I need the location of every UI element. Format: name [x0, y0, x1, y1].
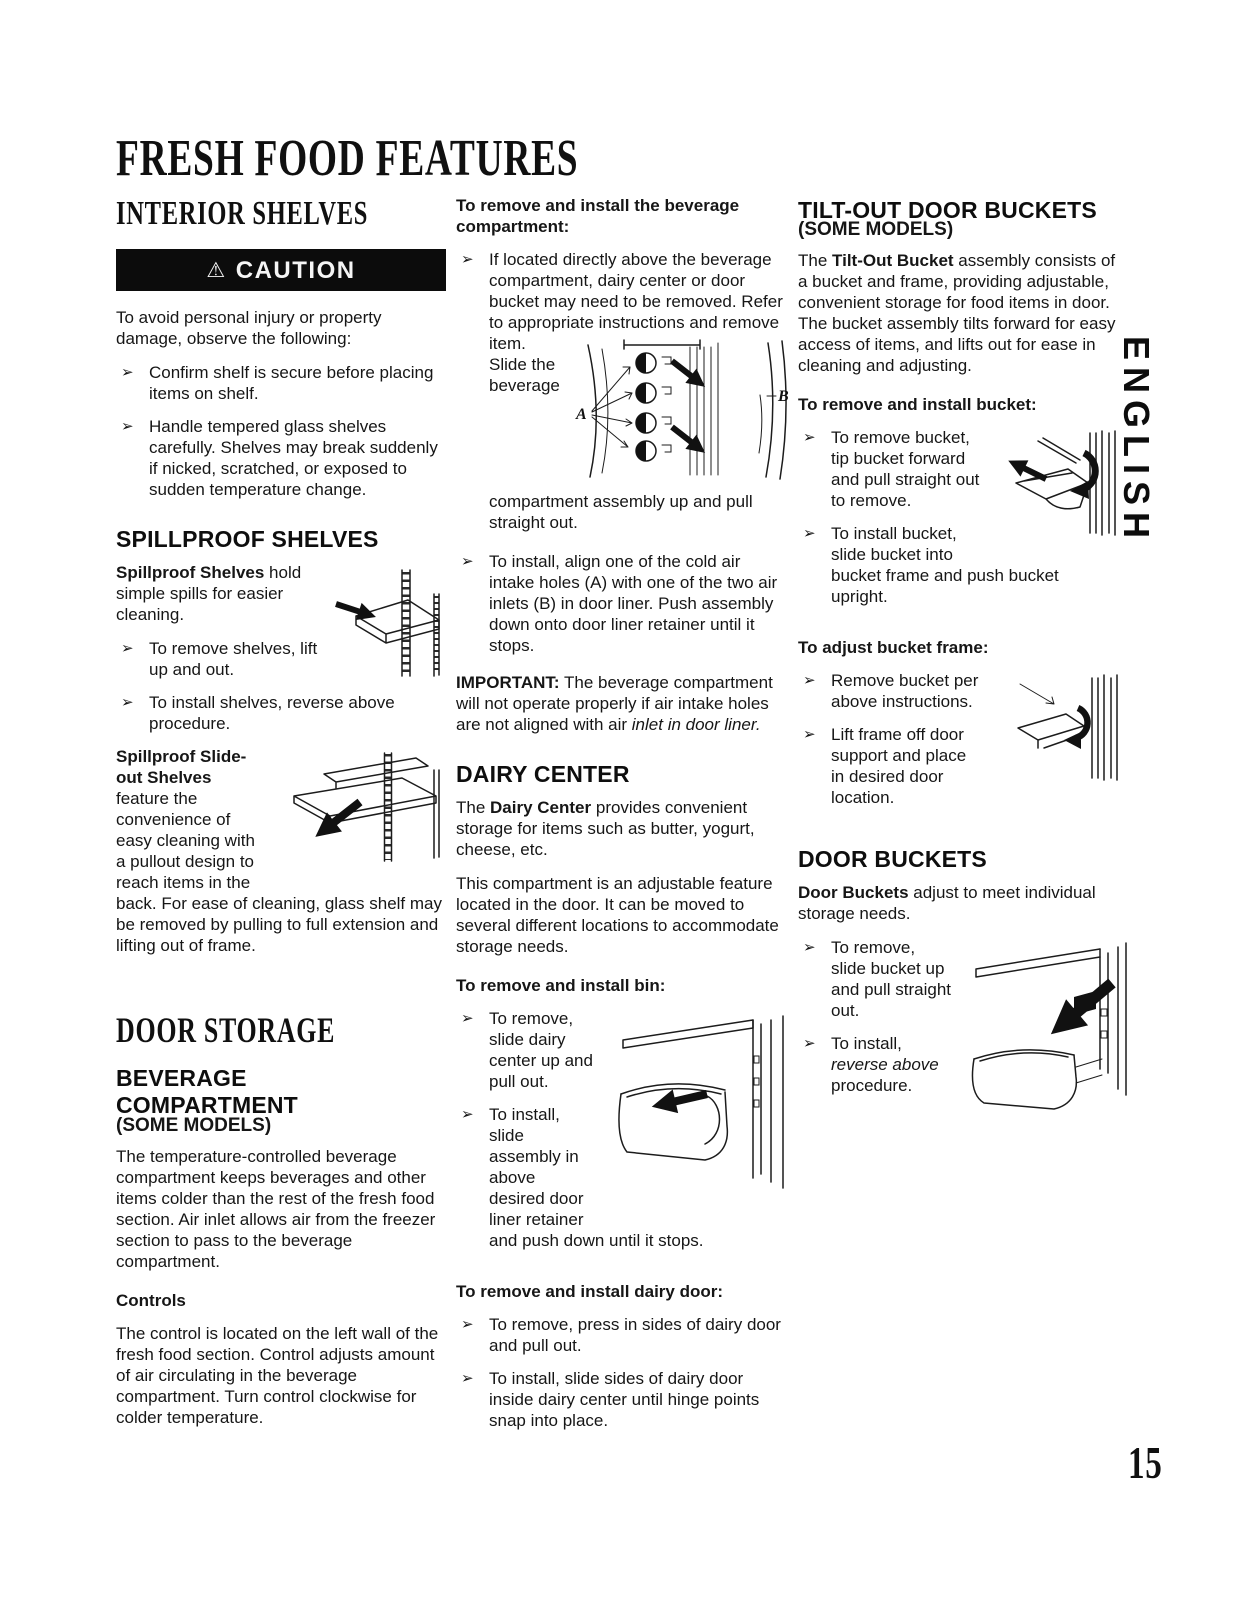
list-item	[116, 638, 446, 680]
interior-shelves-heading: INTERIOR SHELVES	[116, 195, 369, 232]
important-label: IMPORTANT:	[456, 673, 560, 692]
beverage-procedure-list	[456, 249, 789, 656]
list-item	[456, 1008, 786, 1092]
arrow-bullet-icon: ➢	[803, 1035, 816, 1052]
list-item	[798, 937, 1120, 1021]
arrow-bullet-icon: ➢	[121, 364, 134, 381]
arrow-bullet-icon: ➢	[461, 1106, 474, 1123]
list-item	[116, 362, 446, 404]
caution-label: CAUTION	[235, 256, 356, 284]
dairy-door-procedure-heading: To remove and install dairy door:	[456, 1282, 724, 1301]
bin-procedure-heading: To remove and install bin:	[456, 976, 666, 995]
bullet-text: procedure.	[831, 1076, 913, 1095]
figure-label-b: B	[778, 388, 789, 405]
bullet-text: Slide the beverage compartment assembly up and pull straight out.	[489, 355, 753, 532]
page-title: FRESH FOOD FEATURES	[116, 129, 579, 187]
door-buckets-paragraph	[798, 882, 1120, 924]
slideout-lead: Spillproof Slide-out Shelves	[116, 747, 247, 787]
list-item	[456, 1368, 786, 1431]
bullet-text: To remove, press in sides of dairy door and pull out.	[489, 1315, 781, 1355]
arrow-bullet-icon: ➢	[461, 1010, 474, 1027]
list-item	[116, 692, 446, 734]
tilt-out-lead: Tilt-Out Bucket	[832, 251, 954, 270]
tilt-out-rest: assembly consists of a bucket and frame, providing adjustable, convenient storage for food items in door. The bucket assembly tilts forward for easy access of items, and lifts out for ease in cleaning and adjusting.	[798, 251, 1116, 375]
frame-procedure-heading: To adjust bucket frame:	[798, 638, 989, 657]
list-item	[798, 724, 1120, 808]
arrow-bullet-icon: ➢	[803, 672, 816, 689]
bullet-text: If located directly above the beverage compartment, dairy center or door bucket may need to be removed. Refer to appropriate instructions and remove item.	[489, 250, 783, 353]
arrow-bullet-icon: ➢	[803, 525, 816, 542]
tilt-out-models-note: (SOME MODELS)	[798, 219, 954, 240]
dairy-center-heading: DAIRY CENTER	[456, 761, 630, 787]
beverage-compartment-heading: BEVERAGE COMPARTMENT	[116, 1065, 298, 1118]
arrow-bullet-icon: ➢	[803, 726, 816, 743]
list-item	[456, 249, 789, 533]
dairy-lead: Dairy Center	[490, 798, 592, 817]
list-item	[456, 1314, 786, 1356]
door-storage-heading: DOOR STORAGE	[116, 1010, 336, 1050]
bullet-text: Lift frame off door support and place in desired door location.	[831, 725, 967, 807]
spillproof-shelves-heading: SPILLPROOF SHELVES	[116, 526, 379, 552]
controls-heading: Controls	[116, 1291, 186, 1310]
slideout-rest: feature the convenience of easy cleaning with a pullout design to reach items in the back. For ease of cleaning, glass shelf may be removed by pulling to full extension and lifting out of frame.	[116, 789, 442, 955]
door-buckets-rest: adjust to meet individual storage needs.	[798, 883, 1096, 923]
arrow-bullet-icon: ➢	[461, 1316, 474, 1333]
list-item	[798, 427, 1120, 511]
dairy-paragraph-1	[456, 797, 786, 860]
bullet-text: Remove bucket per above instructions.	[831, 671, 979, 711]
spillproof-rest: hold simple spills for easier cleaning.	[116, 563, 302, 624]
bullet-text: To install, slide sides of dairy door inside dairy center until hinge points snap into place.	[489, 1369, 760, 1430]
page-number: 15	[1128, 1437, 1163, 1488]
important-note	[456, 672, 786, 735]
caution-bullet-list	[116, 362, 446, 500]
language-tab: ENGLISH	[1116, 336, 1157, 546]
bullet-text: To remove, slide bucket up and pull straight out.	[831, 938, 952, 1020]
bullet-text-italic: reverse above	[831, 1055, 939, 1074]
door-buckets-list	[798, 937, 1120, 1096]
beverage-paragraph: The temperature-controlled beverage compartment keeps beverages and other items colder than the rest of the fresh food section. Air inlet allows air from the freezer section to pass to the beverage compartment.	[116, 1147, 436, 1271]
frame-procedure-list	[798, 670, 1120, 808]
spillproof-paragraph	[116, 562, 446, 625]
door-buckets-heading: DOOR BUCKETS	[798, 846, 987, 872]
controls-paragraph: The control is located on the left wall of the fresh food section. Control adjusts amount of air circulating in the beverage compartment. Turn control clockwise for colder temperature.	[116, 1324, 439, 1427]
tilt-p1-pre: The	[798, 251, 833, 270]
arrow-bullet-icon: ➢	[803, 429, 816, 446]
warning-icon: ⚠	[206, 258, 227, 282]
list-item	[798, 1033, 1120, 1096]
beverage-models-note: (SOME MODELS)	[116, 1115, 272, 1136]
arrow-bullet-icon: ➢	[461, 553, 474, 570]
list-item	[456, 1104, 786, 1251]
list-item	[798, 523, 1120, 607]
spillproof-bullet-list	[116, 638, 446, 734]
dairy-paragraph-2: This compartment is an adjustable feature located in the door. It can be moved to several different locations to accommodate storage needs.	[456, 874, 779, 956]
beverage-procedure-heading: To remove and install the beverage compartment:	[456, 196, 740, 236]
arrow-bullet-icon: ➢	[461, 251, 474, 268]
bullet-text: Confirm shelf is secure before placing items on shelf.	[149, 363, 434, 403]
bullet-text: Handle tempered glass shelves carefully. Shelves may break suddenly if nicked, scratched, or exposed to sudden temperature change.	[149, 417, 438, 499]
bucket-procedure-list	[798, 427, 1120, 607]
tilt-out-heading: TILT-OUT DOOR BUCKETS	[798, 197, 1097, 223]
column-left	[116, 195, 446, 1441]
arrow-bullet-icon: ➢	[803, 939, 816, 956]
bullet-text: To install, align one of the cold air intake holes (A) with one of the two air inlets (B) in door liner. Push assembly down onto door liner retainer until it stops.	[489, 552, 778, 655]
bin-procedure-list	[456, 1008, 786, 1251]
important-text-italic: inlet in door liner.	[631, 715, 761, 734]
list-item	[456, 545, 786, 656]
arrow-bullet-icon: ➢	[461, 1370, 474, 1387]
dairy-door-list	[456, 1314, 786, 1431]
door-buckets-lead: Door Buckets	[798, 883, 909, 902]
arrow-bullet-icon: ➢	[121, 694, 134, 711]
figure-label-a: A	[576, 406, 587, 423]
bullet-text: To install, slide assembly in above desired door liner retainer and push down until it stops.	[489, 1105, 704, 1250]
caution-intro: To avoid personal injury or property damage, observe the following:	[116, 308, 382, 348]
bucket-procedure-heading: To remove and install bucket:	[798, 395, 1037, 414]
slideout-shelf-illustration	[268, 748, 446, 868]
dairy-p1-pre: The	[456, 798, 491, 817]
column-right	[798, 195, 1120, 1125]
bullet-text: To remove shelves, lift up and out.	[149, 639, 318, 679]
column-middle	[456, 195, 789, 1443]
bullet-text: To remove, slide dairy center up and pull out.	[489, 1009, 593, 1091]
bullet-text: To install bucket, slide bucket into bucket frame and push bucket upright.	[831, 524, 1059, 606]
bullet-text: To install shelves, reverse above procedure.	[149, 693, 395, 733]
slideout-paragraph	[116, 746, 446, 956]
dairy-rest: provides convenient storage for items such as butter, yogurt, cheese, etc.	[456, 798, 755, 859]
beverage-compartment-illustration	[572, 335, 794, 485]
arrow-bullet-icon: ➢	[121, 640, 134, 657]
bullet-text: To remove bucket, tip bucket forward and pull straight out to remove.	[831, 428, 980, 510]
list-item	[116, 416, 446, 500]
spillproof-lead: Spillproof Shelves	[116, 563, 265, 582]
bullet-text: To install,	[831, 1034, 902, 1053]
list-item	[798, 670, 1120, 712]
caution-banner	[116, 249, 446, 291]
arrow-bullet-icon: ➢	[121, 418, 134, 435]
important-text: The beverage compartment will not operate properly if air intake holes are not aligned with air	[456, 673, 773, 734]
tilt-out-paragraph	[798, 250, 1120, 376]
